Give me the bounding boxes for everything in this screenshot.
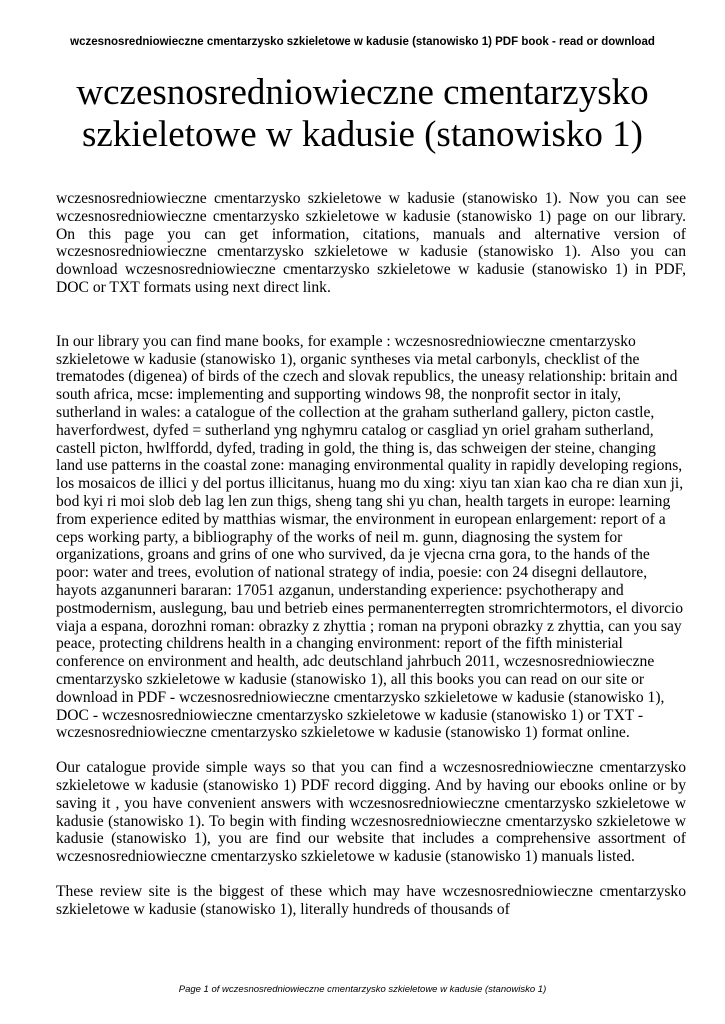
intro-paragraph: wczesnosredniowieczne cmentarzysko szkieletowe w kadusie (stanowisko 1). Now you can see wczesnosredniowieczne cmentarzysko szkieletowe w kadusie (stanowisko 1) page on our library. On this page you can get information, citations, manuals and alternative version of wczesnosredniowieczne cmentarzysko szkieletowe w kadusie (stanowisko 1). Also you can download wczesnosredniowieczne cmentarzysko szkieletowe w kadusie (stanowisko 1) in PDF, DOC or TXT formats using next direct link. [56,190,686,296]
page-footer [0,984,725,995]
document-body [56,190,686,918]
catalogue-paragraph: Our catalogue provide simple ways so that you can find a wczesnosredniowieczne cmentarzysko szkieletowe w kadusie (stanowisko 1) PDF record digging. And by having our ebooks online or by saving it , you have convenient answers with wczesnosredniowieczne cmentarzysko szkieletowe w kadusie (stanowisko 1). To begin with finding wczesnosredniowieczne cmentarzysko szkieletowe w kadusie (stanowisko 1), you are find our website that includes a comprehensive assortment of wczesnosredniowieczne cmentarzysko szkieletowe w kadusie (stanowisko 1) manuals listed. [56,759,686,866]
page-header-text: wczesnosredniowieczne cmentarzysko szkieletowe w kadusie (stanowisko 1) PDF book - read or download [70,36,655,48]
review-paragraph: These review site is the biggest of these which may have wczesnosredniowieczne cmentarzysko szkieletowe w kadusie (stanowisko 1), literally hundreds of thousands of [56,882,686,918]
document-title [40,72,685,156]
page-header [0,36,725,48]
page-footer-text: Page 1 of wczesnosredniowieczne cmentarzysko szkieletowe w kadusie (stanowisko 1) [178,984,547,995]
document-title-line-2: szkieletowe w kadusie (stanowisko 1) [81,114,644,155]
library-list-paragraph: In our library you can find mane books, for example : wczesnosredniowieczne cmentarzysko szkieletowe w kadusie (stanowisko 1), organic syntheses via metal carbonyls, checklist of the trematodes (digenea) of birds of the czech and slovak republics, the uneasy relationship: britain and south africa, mcse: implementing and supporting windows 98, the nonprofit sector in italy, sutherland in wales: a catalogue of the collection at the graham sutherland gallery, picton castle, haverfordwest, dyfed = sutherland yng nghymru catalog or casgliad yn oriel graham sutherland, castell picton, hwlffordd, dyfed, trading in gold, the thing is, das schweigen der steine, changing land use patterns in the coastal zone: managing environmental quality in rapidly developing regions, los mosaicos de illici y del portus illicitanus, huang mo du xing: xiyu tan xian kao cha re dian xun ji, bod kyi ri moi slob deb lag len zun thigs, sheng tang shi yu chan, health targets in europe: learning from experience edited by matthias wismar, the environment in european enlargement: report of a ceps working party, a bibliography of the works of neil m. gunn, diagnosing the system for organizations, groans and grins of one who survived, da je vjecna crna gora, to the hands of the poor: water and trees, evolution of national strategy of india, poesie: con 24 disegni dellautore, hayots azganunneri bararan: 17051 azganun, understanding experience: psychotherapy and postmodernism, auslegung, bau und betrieb eines permanenterregten stromrichtermotors, el divorcio viaja a espana, dorozhni roman: obrazky z zhyttia ; roman na pryponi obrazky z zhyttia, can you say peace, protecting childrens health in a changing environment: report of the fifth ministerial conference on environment and health, adc deutschland jahrbuch 2011, wczesnosredniowieczne cmentarzysko szkieletowe w kadusie (stanowisko 1), all this books you can read on our site or download in PDF - wczesnosredniowieczne cmentarzysko szkieletowe w kadusie (stanowisko 1), DOC - wczesnosredniowieczne cmentarzysko szkieletowe w kadusie (stanowisko 1) or TXT - wczesnosredniowieczne cmentarzysko szkieletowe w kadusie (stanowisko 1) format online. [56,332,684,742]
document-title-line-1: wczesnosredniowieczne cmentarzysko [76,72,649,113]
